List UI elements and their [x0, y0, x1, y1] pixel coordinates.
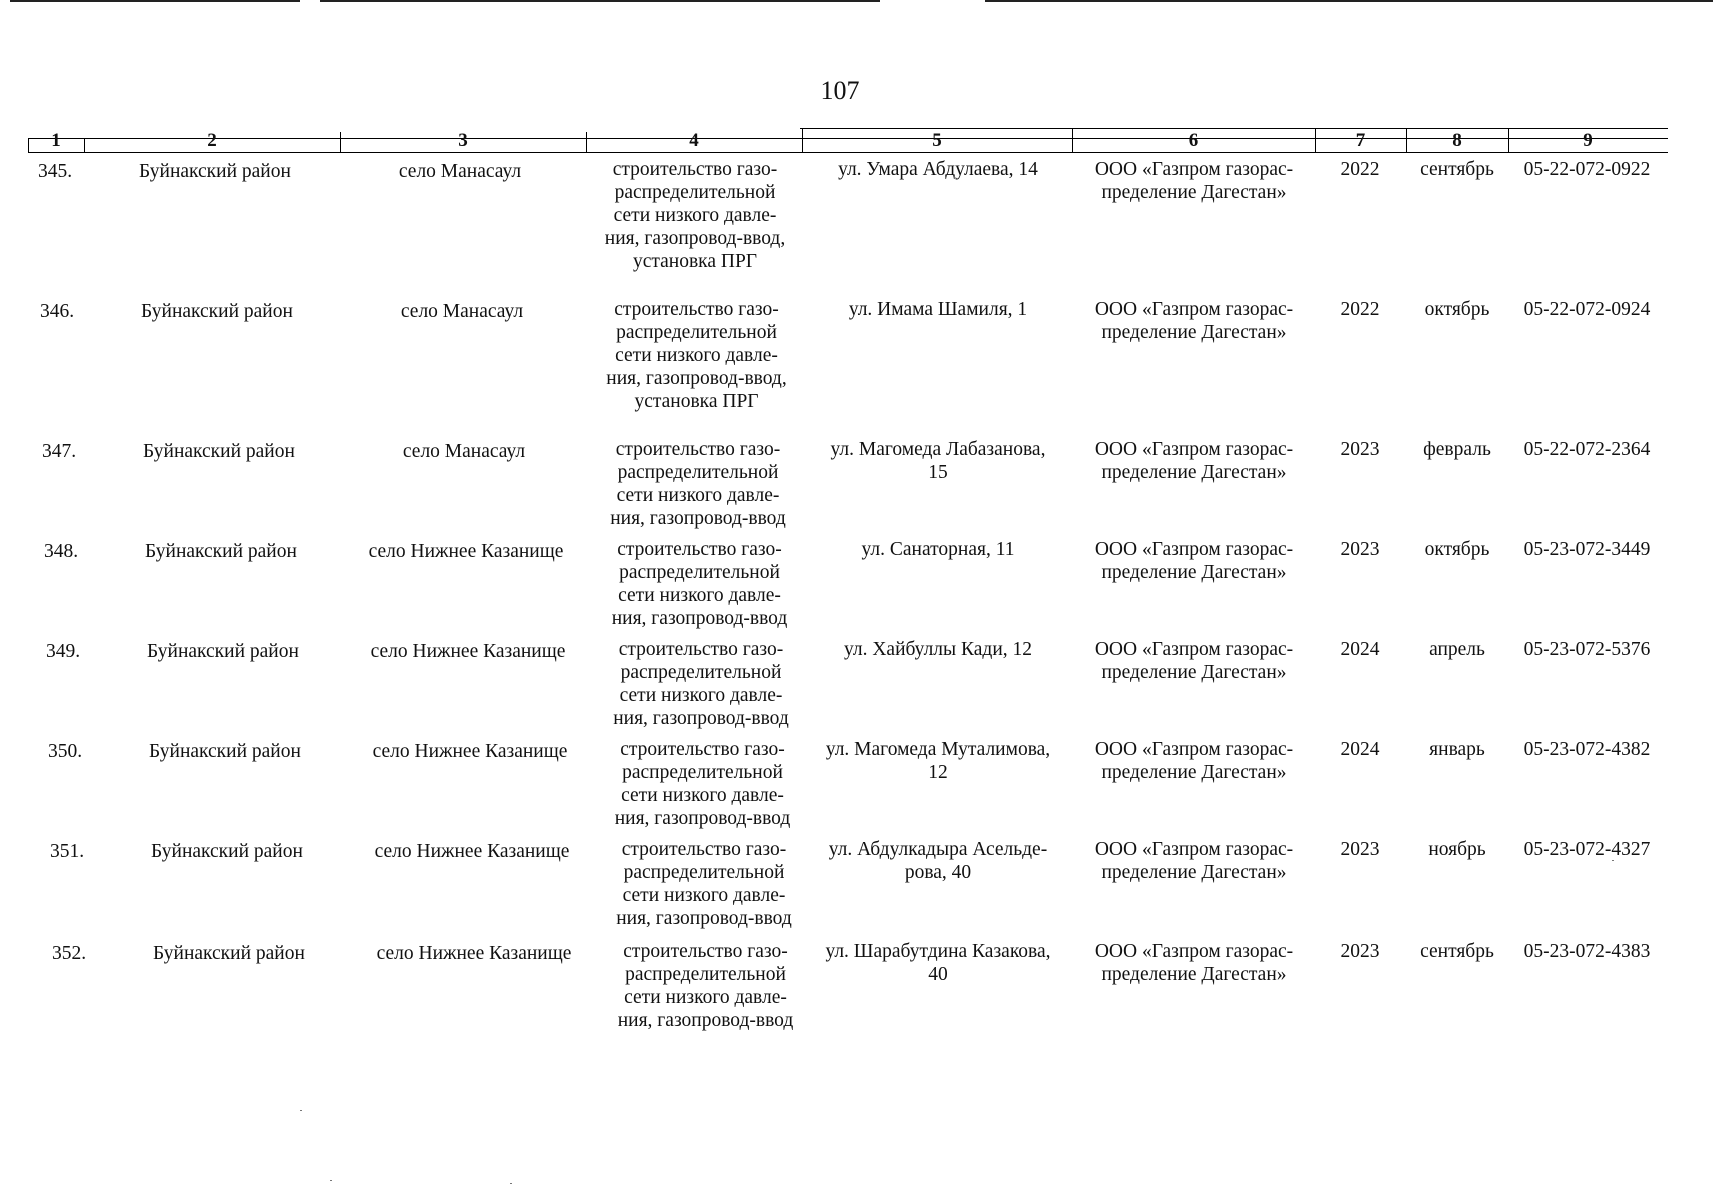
month-line: октябрь: [1424, 299, 1490, 320]
cell-year: [1320, 438, 1400, 461]
year-line: 2023: [1340, 539, 1380, 560]
work-line: строительство газо-: [623, 941, 788, 962]
num-line: 352.: [51, 943, 87, 964]
cell-district: [90, 160, 340, 183]
work-line: сети низкого давле-: [619, 685, 783, 706]
work-line: ния, газопровод-ввод: [611, 608, 788, 629]
cell-code: [1492, 738, 1682, 761]
settlement-line: село Манасаул: [400, 301, 524, 322]
work-line: установка ПРГ: [632, 251, 758, 272]
year-line: 2022: [1340, 299, 1380, 320]
org-line: ООО «Газпром газорас-: [1094, 941, 1294, 962]
cell-address: [803, 298, 1073, 321]
org-line: пределение Дагестан»: [1101, 862, 1287, 883]
cell-district: [98, 640, 348, 663]
address-line: ул. Шарабутдина Казакова,: [825, 941, 1051, 962]
work-line: строительство газо-: [615, 439, 781, 460]
address-line: ул. Санаторная, 11: [861, 539, 1015, 560]
org-line: пределение Дагестан»: [1101, 762, 1287, 783]
cell-settlement: [339, 440, 589, 463]
page-number: 107: [820, 76, 860, 105]
settlement-line: село Нижнее Казанище: [368, 541, 564, 562]
work-line: ния, газопровод-ввод: [617, 1010, 794, 1031]
cell-code: [1492, 838, 1682, 861]
work-line: ния, газопровод-ввод: [616, 908, 792, 929]
org-line: пределение Дагестан»: [1101, 322, 1287, 343]
cell-settlement: [343, 640, 593, 663]
cell-address: [803, 738, 1073, 784]
cell-year: [1320, 158, 1400, 181]
month-line: апрель: [1429, 639, 1485, 660]
cell-org: [1074, 158, 1314, 204]
header-bottom-line: [28, 152, 1668, 153]
header-col-6: 6: [1188, 130, 1199, 151]
address-line: ул. Имама Шамиля, 1: [848, 299, 1028, 320]
cell-district: [100, 740, 350, 763]
num-line: 349.: [45, 641, 81, 662]
cell-org: [1074, 638, 1314, 684]
district-line: Буйнакский район: [151, 841, 303, 862]
org-line: ООО «Газпром газорас-: [1094, 539, 1294, 560]
cell-code: [1492, 438, 1682, 461]
cell-num: [23, 640, 103, 663]
work-line: ния, газопровод-ввод,: [604, 228, 786, 249]
cell-org: [1074, 738, 1314, 784]
cell-num: [19, 440, 99, 463]
cell-year: [1320, 638, 1400, 661]
cell-work: [597, 298, 797, 413]
code-line: 05-23-072-4383: [1523, 941, 1651, 962]
work-line: ния, газопровод-ввод,: [606, 368, 787, 389]
address-line: ул. Магомеда Лабазанова,: [830, 439, 1046, 460]
work-line: ния, газопровод-ввод: [613, 708, 789, 729]
org-line: ООО «Газпром газорас-: [1094, 639, 1294, 660]
cell-org: [1074, 538, 1314, 584]
cell-year: [1320, 538, 1400, 561]
cell-settlement: [341, 540, 591, 563]
header-col-9: 9: [1583, 130, 1593, 151]
cell-num: [15, 160, 95, 183]
district-line: Буйнакский район: [141, 301, 293, 322]
work-line: строительство газо-: [617, 539, 782, 560]
work-line: строительство газо-: [621, 839, 787, 860]
address-line: 15: [928, 462, 948, 483]
work-line: сети низкого давле-: [621, 785, 784, 806]
address-line: ул. Умара Абдулаева, 14: [838, 159, 1038, 180]
district-line: Буйнакский район: [153, 943, 305, 964]
cell-year: [1320, 738, 1400, 761]
cell-work: [595, 158, 795, 273]
cell-work: [603, 738, 803, 830]
district-line: Буйнакский район: [143, 441, 295, 462]
cell-org: [1074, 438, 1314, 484]
address-line: рова, 40: [904, 862, 972, 883]
num-line: 346.: [39, 301, 75, 322]
work-line: сети низкого давле-: [624, 987, 787, 1008]
cell-settlement: [347, 840, 597, 863]
cell-work: [600, 538, 800, 630]
work-line: сети низкого давле-: [622, 885, 786, 906]
settlement-line: село Манасаул: [402, 441, 526, 462]
year-line: 2022: [1340, 159, 1380, 180]
cell-address: [803, 940, 1073, 986]
num-line: 345.: [37, 161, 73, 182]
num-line: 350.: [47, 741, 83, 762]
header-top-line-right: [800, 128, 1668, 129]
code-line: 05-22-072-2364: [1523, 439, 1651, 460]
org-line: ООО «Газпром газорас-: [1094, 739, 1294, 760]
cell-district: [104, 942, 354, 965]
settlement-line: село Нижнее Казанище: [374, 841, 570, 862]
cell-num: [25, 740, 105, 763]
cell-address: [803, 638, 1073, 661]
cell-address: [803, 158, 1073, 181]
scan-speck: [1612, 860, 1614, 861]
num-line: 348.: [43, 541, 79, 562]
cell-year: [1320, 298, 1400, 321]
cell-code: [1492, 638, 1682, 661]
month-line: январь: [1429, 739, 1485, 760]
address-line: 12: [928, 762, 948, 783]
header-col-3: 3: [458, 130, 468, 151]
address-line: ул. Абдулкадыра Асельде-: [828, 839, 1048, 860]
settlement-line: село Манасаул: [398, 161, 522, 182]
year-line: 2024: [1340, 739, 1380, 760]
work-line: ния, газопровод-ввод: [614, 808, 791, 829]
cell-num: [29, 942, 109, 965]
org-line: пределение Дагестан»: [1101, 562, 1287, 583]
header-col-2: 2: [207, 130, 217, 151]
settlement-line: село Нижнее Казанище: [370, 641, 566, 662]
year-line: 2023: [1340, 439, 1380, 460]
work-line: ния, газопровод-ввод: [610, 508, 786, 529]
cell-year: [1320, 838, 1400, 861]
work-line: строительство газо-: [618, 639, 784, 660]
num-line: 351.: [49, 841, 85, 862]
cell-work: [598, 438, 798, 530]
year-line: 2023: [1340, 941, 1380, 962]
table-header: [0, 128, 1713, 154]
work-line: распределительной: [614, 182, 776, 203]
org-line: пределение Дагестан»: [1101, 462, 1287, 483]
work-line: сети низкого давле-: [615, 345, 778, 366]
work-line: распределительной: [625, 964, 786, 985]
cell-code: [1492, 298, 1682, 321]
header-col-5: 5: [932, 130, 942, 151]
code-line: 05-23-072-4382: [1523, 739, 1651, 760]
org-line: ООО «Газпром газорас-: [1094, 299, 1294, 320]
district-line: Буйнакский район: [149, 741, 301, 762]
cell-code: [1492, 158, 1682, 181]
cell-settlement: [337, 300, 587, 323]
scan-speck: [330, 1180, 332, 1181]
header-col-4: 4: [689, 130, 699, 151]
org-line: ООО «Газпром газорас-: [1094, 839, 1294, 860]
work-line: распределительной: [617, 462, 779, 483]
work-line: распределительной: [619, 562, 780, 583]
code-line: 05-23-072-4327: [1523, 839, 1651, 860]
scan-speck: [300, 1110, 302, 1111]
cell-code: [1492, 538, 1682, 561]
work-line: строительство газо-: [620, 739, 785, 760]
address-line: 40: [928, 964, 948, 985]
cell-address: [803, 538, 1073, 561]
district-line: Буйнакский район: [139, 161, 291, 182]
month-line: ноябрь: [1428, 839, 1486, 860]
work-line: распределительной: [623, 862, 785, 883]
work-line: установка ПРГ: [634, 391, 759, 412]
code-line: 05-22-072-0922: [1523, 159, 1651, 180]
cell-num: [21, 540, 101, 563]
org-line: ООО «Газпром газорас-: [1094, 439, 1294, 460]
settlement-line: село Нижнее Казанище: [372, 741, 568, 762]
num-line: 347.: [41, 441, 77, 462]
org-line: пределение Дагестан»: [1101, 964, 1287, 985]
cell-settlement: [345, 740, 595, 763]
cell-org: [1074, 940, 1314, 986]
work-line: распределительной: [620, 662, 782, 683]
code-line: 05-23-072-5376: [1523, 639, 1651, 660]
month-line: февраль: [1423, 439, 1491, 460]
org-line: ООО «Газпром газорас-: [1094, 159, 1294, 180]
cell-year: [1320, 940, 1400, 963]
scan-edge-right: [985, 0, 1713, 2]
work-line: строительство газо-: [614, 299, 779, 320]
month-line: сентябрь: [1420, 159, 1494, 180]
month-line: сентябрь: [1420, 941, 1494, 962]
month-line: октябрь: [1424, 539, 1490, 560]
cell-district: [96, 540, 346, 563]
cell-code: [1492, 940, 1682, 963]
cell-district: [94, 440, 344, 463]
cell-settlement: [349, 942, 599, 965]
cell-settlement: [335, 160, 585, 183]
year-line: 2024: [1340, 639, 1380, 660]
cell-org: [1074, 298, 1314, 344]
work-line: сети низкого давле-: [613, 205, 777, 226]
org-line: пределение Дагестан»: [1101, 182, 1287, 203]
district-line: Буйнакский район: [145, 541, 297, 562]
header-col-1: 1: [51, 130, 61, 151]
settlement-line: село Нижнее Казанище: [376, 943, 572, 964]
cell-num: [17, 300, 97, 323]
scan-edge-left: [10, 0, 300, 2]
code-line: 05-23-072-3449: [1523, 539, 1651, 560]
cell-address: [803, 438, 1073, 484]
scan-edge-middle: [320, 0, 880, 2]
cell-work: [601, 638, 801, 730]
year-line: 2023: [1340, 839, 1380, 860]
cell-work: [606, 940, 806, 1032]
cell-work: [604, 838, 804, 930]
address-line: ул. Магомеда Муталимова,: [825, 739, 1051, 760]
work-line: сети низкого давле-: [618, 585, 781, 606]
header-col-8: 8: [1452, 130, 1462, 151]
work-line: строительство газо-: [612, 159, 778, 180]
header-col-7: 7: [1355, 130, 1366, 151]
cell-address: [803, 838, 1073, 884]
work-line: распределительной: [622, 762, 783, 783]
scan-speck: [510, 1183, 512, 1184]
cell-num: [27, 840, 107, 863]
district-line: Буйнакский район: [147, 641, 299, 662]
work-line: сети низкого давле-: [616, 485, 780, 506]
cell-district: [102, 840, 352, 863]
cell-district: [92, 300, 342, 323]
code-line: 05-22-072-0924: [1523, 299, 1651, 320]
work-line: распределительной: [616, 322, 777, 343]
cell-org: [1074, 838, 1314, 884]
org-line: пределение Дагестан»: [1101, 662, 1287, 683]
address-line: ул. Хайбуллы Кади, 12: [843, 639, 1033, 660]
